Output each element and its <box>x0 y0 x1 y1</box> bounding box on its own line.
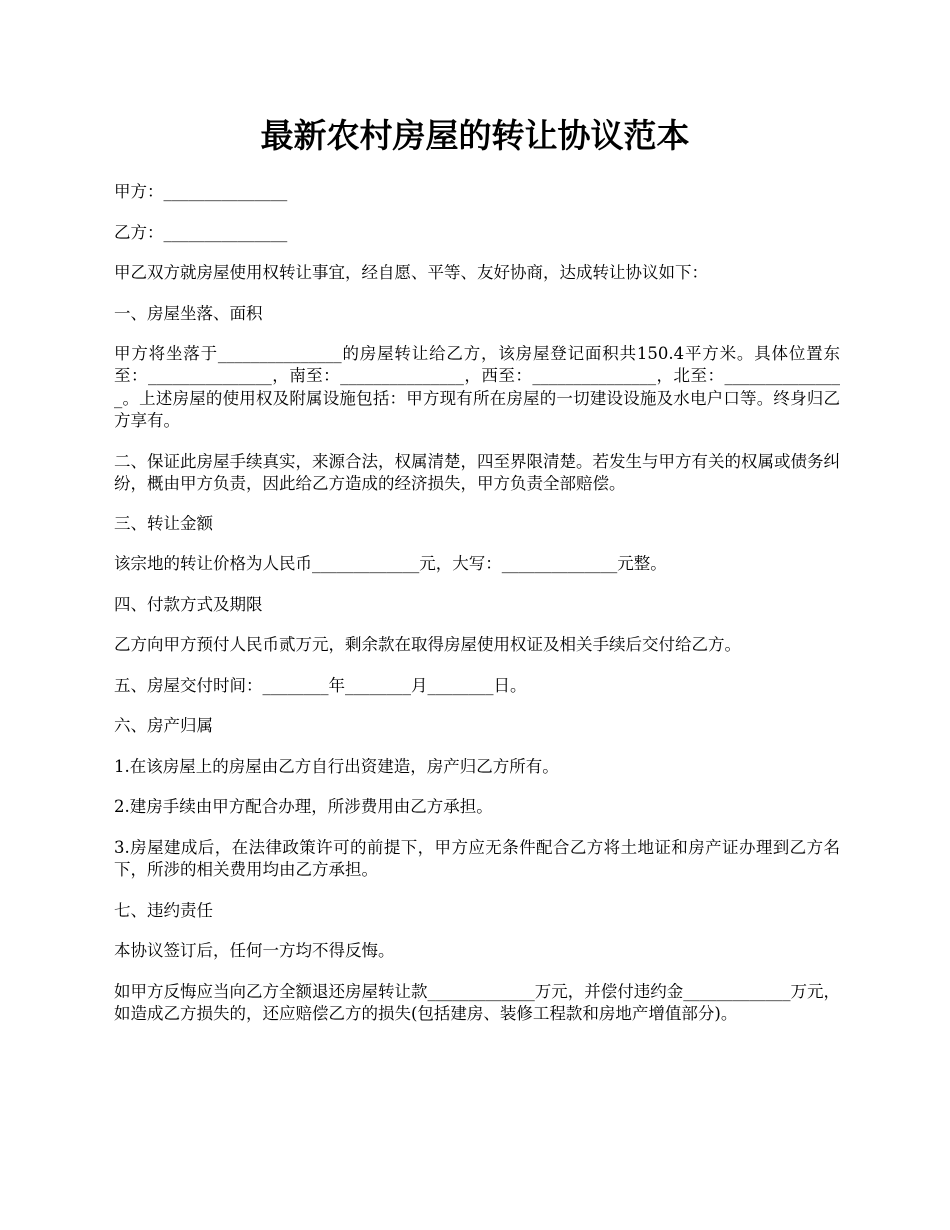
intro-paragraph: 甲乙双方就房屋使用权转让事宜，经自愿、平等、友好协商，达成转让协议如下： <box>114 263 708 282</box>
section-3-body: 该宗地的转让价格为人民币_____________元，大写：______________元整。 <box>114 554 667 573</box>
section-1-body: 甲方将坐落于_______________的房屋转让给乙方，该房屋登记面积共150.4平方米。具体位置东至：_______________，南至：_______________，西至：_______________，北至：_______________。上述房屋的使用权及附属设施包括：甲方现有所在房屋的一切建设设施及水电户口等。终身归乙方享有。 <box>114 344 840 431</box>
section-4-heading: 四、付款方式及期限 <box>114 595 263 614</box>
document-title: 最新农村房屋的转让协议范本 <box>260 116 690 155</box>
section-3-heading: 三、转让金额 <box>114 514 213 533</box>
party-b-line: 乙方：_______________ <box>114 223 288 242</box>
section-7-heading: 七、违约责任 <box>114 901 213 920</box>
section-2-body: 二、保证此房屋手续真实，来源合法，权属清楚，四至界限清楚。若发生与甲方有关的权属或债务纠纷，概由甲方负责，因此给乙方造成的经济损失，甲方负责全部赔偿。 <box>114 452 840 494</box>
party-a-line: 甲方：_______________ <box>114 182 288 201</box>
section-7-body-1: 本协议签订后，任何一方均不得反悔。 <box>114 941 395 960</box>
section-6-item-3: 3.房屋建成后，在法律政策许可的前提下，甲方应无条件配合乙方将土地证和房产证办理到乙方名下，所涉的相关费用均由乙方承担。 <box>114 838 840 880</box>
section-6-heading: 六、房产归属 <box>114 716 213 735</box>
section-6-item-1: 1.在该房屋上的房屋由乙方自行出资建造，房产归乙方所有。 <box>114 757 559 776</box>
section-7-body-2: 如甲方反悔应当向乙方全额退还房屋转让款_____________万元，并偿付违约金_____________万元，如造成乙方损失的，还应赔偿乙方的损失(包括建房、装修工程款和房地产增值部分)。 <box>114 982 840 1024</box>
section-5-line: 五、房屋交付时间：________年________月________日。 <box>114 676 527 695</box>
section-1-heading: 一、房屋坐落、面积 <box>114 304 263 323</box>
section-6-item-2: 2.建房手续由甲方配合办理，所涉费用由乙方承担。 <box>114 797 493 816</box>
section-4-body: 乙方向甲方预付人民币贰万元，剩余款在取得房屋使用权证及相关手续后交付给乙方。 <box>114 635 741 654</box>
